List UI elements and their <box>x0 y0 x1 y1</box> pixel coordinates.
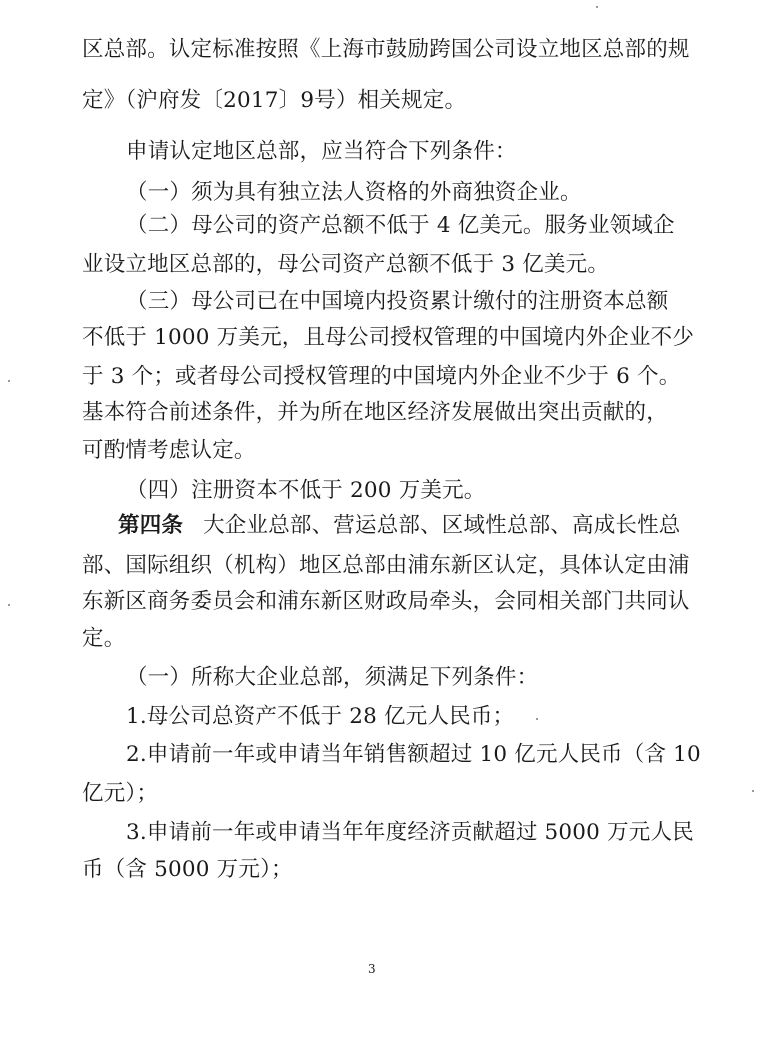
scan-speck <box>8 604 10 606</box>
text-span: 大企业总部、营运总部、区域性总部、高成长性总 <box>203 513 681 538</box>
page-number: 3 <box>368 962 376 976</box>
text-line: 2.申请前一年或申请当年销售额超过 10 亿元人民币（含 10 <box>126 742 701 767</box>
text-line: 不低于 1000 万美元，且母公司授权管理的中国境内外企业不少 <box>82 325 695 350</box>
text-line: 申请认定地区总部，应当符合下列条件： <box>126 139 517 164</box>
text-line: 亿元）； <box>82 781 159 806</box>
article-label: 第四条 <box>118 513 184 538</box>
text-line: （一）所称大企业总部，须满足下列条件： <box>126 665 539 690</box>
text-line: （四）注册资本不低于 200 万美元。 <box>126 478 486 503</box>
text-line: 定》（沪府发〔2017〕9号）相关规定。 <box>82 88 467 113</box>
text-line: 币（含 5000 万元）； <box>82 857 293 882</box>
text-line: 区总部。认定标准按照《上海市鼓励跨国公司设立地区总部的规 <box>82 37 690 62</box>
text-line: 定。 <box>82 626 126 651</box>
scan-speck <box>752 790 754 792</box>
text-line: 基本符合前述条件，并为所在地区经济发展做出突出贡献的， <box>82 400 668 425</box>
text-line: 东新区商务委员会和浦东新区财政局牵头，会同相关部门共同认 <box>82 589 690 614</box>
article-line <box>118 511 681 541</box>
text-line: （一）须为具有独立法人资格的外商独资企业。 <box>126 180 582 205</box>
text-line: （三）母公司已在中国境内投资累计缴付的注册资本总额 <box>126 289 669 314</box>
scan-speck <box>8 380 10 382</box>
scan-speck <box>596 6 598 8</box>
text-line: 于 3 个；或者母公司授权管理的中国境内外企业不少于 6 个。 <box>82 364 681 389</box>
text-line: 部、国际组织（机构）地区总部由浦东新区认定，具体认定由浦 <box>82 553 690 578</box>
text-line: 1.母公司总资产不低于 28 亿元人民币； <box>126 704 515 729</box>
text-line: 业设立地区总部的，母公司资产总额不低于 3 亿美元。 <box>82 252 610 277</box>
text-line: （二）母公司的资产总额不低于 4 亿美元。服务业领域企 <box>126 213 675 238</box>
scan-speck <box>536 718 538 720</box>
text-line: 可酌情考虑认定。 <box>82 438 256 463</box>
text-line: 3.申请前一年或申请当年年度经济贡献超过 5000 万元人民 <box>126 820 694 845</box>
